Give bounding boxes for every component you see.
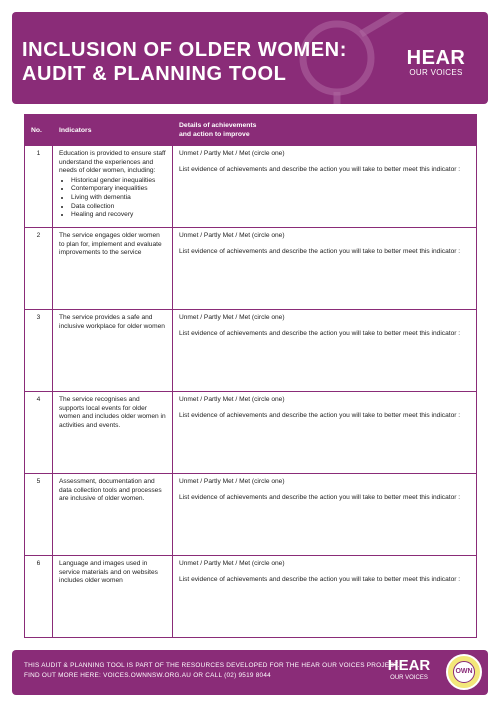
table-row (25, 392, 477, 474)
bullet-item: • Historical gender inequalities (71, 177, 166, 186)
evidence-prompt: List evidence of achievements and describe the action you will take to better meet this indicator : (179, 575, 461, 583)
header-details-line-2: and action to improve (179, 131, 250, 138)
footer-banner (12, 650, 488, 695)
header-indicators: Indicators (53, 115, 173, 146)
status-options[interactable]: Unmet / Partly Met / Met (circle one) (179, 560, 285, 567)
footer-hear-our-voices-logo (384, 658, 434, 682)
footer-logo-line-1: HEAR (387, 657, 431, 674)
indicator-text: Language and images used in service materials and on websites includes older women (59, 560, 158, 585)
footer-line-2[interactable]: FIND OUT MORE HERE: VOICES.OWNNSW.ORG.AU OR CALL (02) 9519 8044 (24, 672, 271, 679)
row-number: 1 (25, 146, 53, 228)
title-line-1: INCLUSION OF OLDER WOMEN: (22, 39, 347, 61)
indicator-text: Education is provided to ensure staff understand the experiences and needs of older women, including: (59, 150, 166, 175)
bullet-item: • Contemporary inequalities (71, 185, 166, 194)
status-options[interactable]: Unmet / Partly Met / Met (circle one) (179, 232, 285, 239)
indicator-text: The service recognises and supports local events for older women and includes older women in activities and events. (59, 396, 166, 429)
header-details-line-1: Details of achievements (179, 122, 257, 129)
evidence-prompt: List evidence of achievements and describe the action you will take to better meet this indicator : (179, 165, 461, 173)
table-header-row (25, 115, 477, 146)
indicator-cell (53, 392, 173, 474)
evidence-prompt: List evidence of achievements and describe the action you will take to better meet this indicator : (179, 247, 461, 255)
bullet-item: • Data collection (71, 203, 166, 212)
table-row (25, 556, 477, 638)
row-number: 3 (25, 310, 53, 392)
audit-table (24, 114, 476, 638)
row-number: 5 (25, 474, 53, 556)
own-badge-label: OWN (453, 661, 475, 683)
indicator-cell (53, 146, 173, 228)
own-badge-icon (446, 654, 482, 690)
evidence-prompt: List evidence of achievements and describe the action you will take to better meet this indicator : (179, 411, 461, 419)
details-cell[interactable] (173, 556, 477, 638)
evidence-prompt: List evidence of achievements and describe the action you will take to better meet this indicator : (179, 493, 461, 501)
bullet-item: • Living with dementia (71, 194, 166, 203)
logo-line-2: OUR VOICES (409, 68, 463, 77)
details-cell[interactable] (173, 474, 477, 556)
indicator-text: Assessment, documentation and data collection tools and processes are inclusive of older women. (59, 478, 162, 503)
indicator-cell (53, 228, 173, 310)
title-line-2: AUDIT & PLANNING TOOL (22, 63, 287, 85)
header-banner (12, 12, 488, 104)
table-row (25, 228, 477, 310)
status-options[interactable]: Unmet / Partly Met / Met (circle one) (179, 396, 285, 403)
evidence-prompt: List evidence of achievements and describe the action you will take to better meet this indicator : (179, 329, 461, 337)
row-number: 4 (25, 392, 53, 474)
indicator-bullet-list (59, 177, 166, 220)
footer-logo-line-2: OUR VOICES (390, 675, 428, 681)
indicator-cell (53, 474, 173, 556)
indicator-text: The service engages older women to plan for, implement and evaluate improvements to the service (59, 232, 162, 257)
table-row (25, 146, 477, 228)
details-cell[interactable] (173, 392, 477, 474)
table-row (25, 474, 477, 556)
header-details (173, 115, 477, 146)
status-options[interactable]: Unmet / Partly Met / Met (circle one) (179, 314, 285, 321)
details-cell[interactable] (173, 310, 477, 392)
logo-line-1: HEAR (406, 47, 466, 69)
table-row (25, 310, 477, 392)
details-cell[interactable] (173, 146, 477, 228)
indicator-text: The service provides a safe and inclusive workplace for older women (59, 314, 165, 330)
indicator-cell (53, 556, 173, 638)
status-options[interactable]: Unmet / Partly Met / Met (circle one) (179, 150, 285, 157)
row-number: 6 (25, 556, 53, 638)
footer-line-1: THIS AUDIT & PLANNING TOOL IS PART OF THE RESOURCES DEVELOPED FOR THE HEAR OUR VOICES PROJECT. (24, 662, 400, 669)
bullet-item: • Healing and recovery (71, 211, 166, 220)
page-title (22, 38, 347, 86)
header-no: No. (25, 115, 53, 146)
indicator-cell (53, 310, 173, 392)
status-options[interactable]: Unmet / Partly Met / Met (circle one) (179, 478, 285, 485)
details-cell[interactable] (173, 228, 477, 310)
row-number: 2 (25, 228, 53, 310)
hear-our-voices-logo (398, 48, 474, 78)
